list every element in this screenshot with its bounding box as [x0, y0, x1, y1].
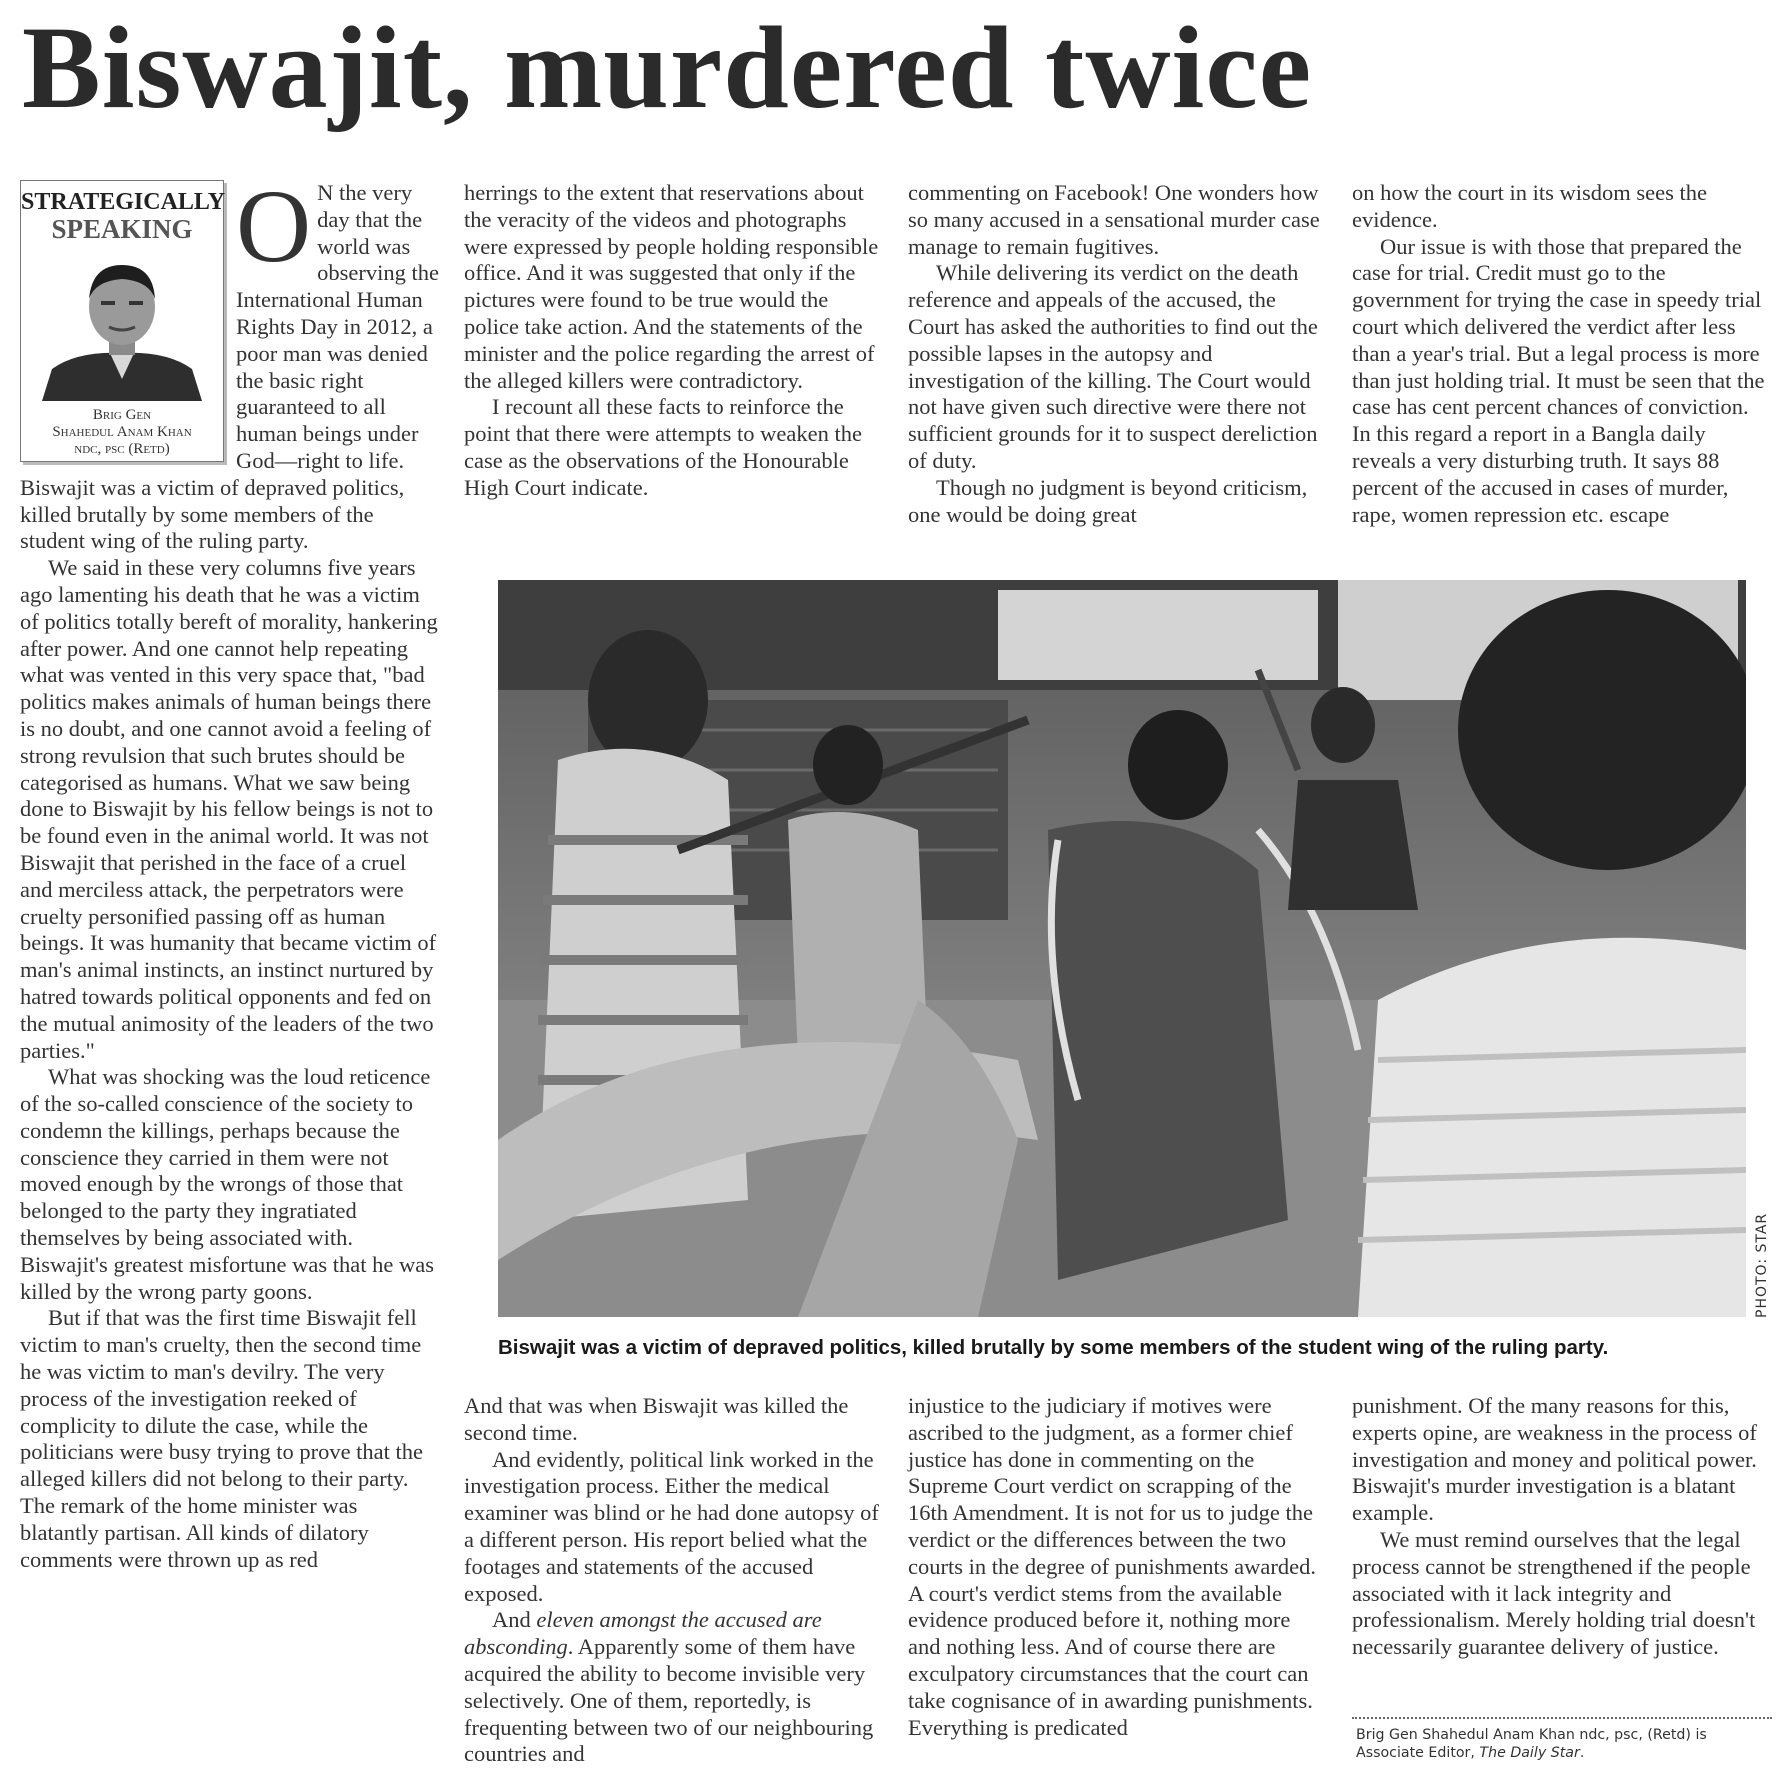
text-run: And [492, 1607, 537, 1633]
drop-cap: O [236, 169, 312, 284]
footnote-divider [1352, 1717, 1772, 1719]
column-title-line2: SPEAKING [51, 214, 193, 244]
article-column-3-bottom [908, 1393, 1328, 1741]
article-column-2-top [464, 180, 884, 502]
author-footnote [1356, 1726, 1772, 1762]
article-column-4-top [1352, 180, 1772, 528]
news-photo [498, 580, 1746, 1317]
publication-name: The Daily Star [1479, 1745, 1580, 1761]
article-paragraph: And evidently, political link worked in the investigation process. Either the medical examiner was blind or he had done autopsy of a different person. His report belied what the footages and statements of the accused exposed. [464, 1446, 879, 1606]
article-paragraph: commenting on Facebook! One wonders how so many accused in a sensational murder case manage to remain fugitives. [908, 180, 1320, 259]
author-byline-name: Shahedul Anam Khan [52, 424, 192, 440]
article-paragraph: Though no judgment is beyond criticism, one would be doing great [908, 474, 1308, 527]
text-run: . Apparently some of them have acquired the ability to become invisible very selectively. One of them, reportedly, is frequenting between two of our neighbouring countries and [464, 1634, 874, 1767]
article-paragraph: herrings to the extent that reservations about the veracity of the videos and photographs were expressed by people holding responsible office. And it was suggested that only if the pictures were found to be true would the police take action. And the statements of the minister and the police regarding the arrest of the alleged killers were contradictory. [464, 180, 879, 393]
article-paragraph: And that was when Biswajit was killed the second time. [464, 1393, 849, 1445]
article-paragraph [464, 1607, 884, 1768]
article-paragraph: injustice to the judiciary if motives were ascribed to the judgment, as a former chief justice has done in commenting on the Supreme Court verdict on scrapping of the 16th Amendment. It is not for us to judge the verdict or the differences between the two courts in the degree of punishments awarded. A court's verdict stems from the available evidence produced before it, nothing more and nothing less. And of course there are exculpatory circumstances that the court can take cognisance of in awarding punishments. Everything is predicated [908, 1393, 1316, 1740]
author-byline-rank: Brig Gen [92, 407, 152, 423]
author-byline-credentials: ndc, psc (Retd) [74, 441, 170, 457]
photo-caption: Biswajit was a victim of depraved politics, killed brutally by some members of the student wing of the ruling party. [498, 1336, 1609, 1359]
article-paragraph: on how the court in its wisdom sees the evidence. [1352, 180, 1707, 232]
column-title-line1: STRATEGICALLY [21, 189, 226, 215]
article-paragraph: Our issue is with those that prepared the case for trial. Credit must go to the government for trying the case in speedy trial court which delivered the verdict after less than a year's trial. But a legal process is more than just holding trial. It must be seen that the case has cent percent chances of conviction. In this regard a report in a Bangla daily reveals a very disturbing truth. It says 88 percent of the accused in cases of murder, rape, women repression etc. escape [1352, 233, 1765, 527]
footnote-text: Brig Gen Shahedul Anam Khan ndc, psc, (Retd) is Associate Editor, [1356, 1727, 1707, 1761]
column-logo-box [20, 180, 224, 462]
author-portrait [37, 251, 207, 401]
article-column-2-bottom [464, 1393, 884, 1768]
article-paragraph: punishment. Of the many reasons for this, experts opine, are weakness in the process of investigation and money and political power. Biswajit's murder investigation is a blatant example. [1352, 1393, 1757, 1526]
photo-credit: PHOTO: STAR [1754, 1212, 1770, 1318]
article-column-3-top [908, 180, 1328, 528]
italic-text: eleven amongst the accused are absconding [464, 1607, 822, 1660]
article-column-1 [20, 169, 440, 1573]
article-paragraph-3: What was shocking was the loud reticence of the so-called conscience of the society to condemn the killings, perhaps because the conscience they carried in them were not moved enough by the wrongs of those that belonged to the party they ingratiated themselves by being associated with. Biswajit's greatest misfortune was that he was killed by the wrong party goons. [20, 1064, 434, 1304]
paragraph-1-text: N the very day that the world was observing the International Human Rights Day in 2012, a poor man was denied the basic right guaranteed to all human beings under God—right to life. Biswajit was a victim of depraved politics, killed brutally by some members of the student wing of the ruling party. [20, 180, 439, 554]
headline: Biswajit, murdered twice [22, 2, 1313, 133]
article-paragraph-2: We said in these very columns five years ago lamenting his death that he was a victim of politics totally bereft of morality, hankering after power. And one cannot help repeating what was vented in this very space that, "bad politics makes animals of human beings there is no doubt, and one cannot avoid a feeling of strong revulsion that such brutes should be categorised as humans. What we saw being done to Biswajit by his fellow beings is not to be found even in the animal world. It was not Biswajit that perished in the face of a cruel and merciless attack, the perpetrators were cruelty personified passing off as human beings. It was humanity that became victim of man's animal instincts, an instinct nurtured by hatred towards political opponents and fed on the mutual animosity of the leaders of the two parties." [20, 555, 438, 1063]
article-paragraph: I recount all these facts to reinforce the point that there were attempts to weaken the case as the observations of the Honourable High Court indicate. [464, 394, 862, 500]
article-paragraph: While delivering its verdict on the death reference and appeals of the accused, the Court has asked the authorities to find out the possible lapses in the autopsy and investigation of the killing. The Court would not have given such directive were there not sufficient grounds for it to suspect dereliction of duty. [908, 260, 1318, 473]
footnote-end: . [1579, 1745, 1585, 1761]
article-column-4-bottom [1352, 1393, 1772, 1661]
article-paragraph: We must remind ourselves that the legal process cannot be strengthened if the people associated with it lack integrity and professionalism. Merely holding trial doesn't necessarily guarantee delivery of justice. [1352, 1526, 1756, 1660]
article-paragraph-4: But if that was the first time Biswajit fell victim to man's cruelty, then the second time he was victim to man's devilry. The very process of the investigation reeked of complicity to dilute the case, while the politicians were busy trying to prove that the alleged killers did not belong to their party. The remark of the home minister was blatantly partisan. All kinds of dilatory comments were thrown up as red [20, 1305, 424, 1572]
